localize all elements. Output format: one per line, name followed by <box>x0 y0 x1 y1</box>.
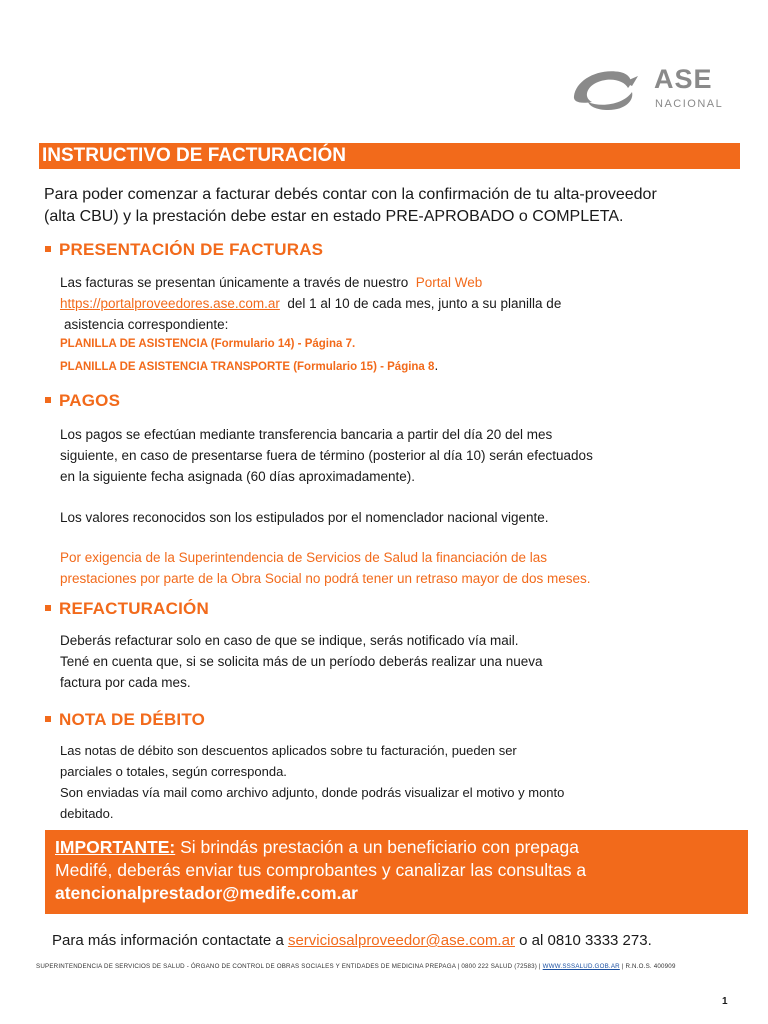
logo-brand: ASE <box>654 64 713 94</box>
section-heading-presentacion <box>45 240 323 260</box>
footer-text: SUPERINTENDENCIA DE SERVICIOS DE SALUD - ÓRGANO DE CONTROL DE OBRAS SOCIALES Y ENTIDADES DE MEDICINA PREPAGA | 0800 222 SALUD (72583) | <box>36 963 543 970</box>
section-heading-label: REFACTURACIÓN <box>59 599 209 618</box>
nota-debito-line: Son enviadas vía mail como archivo adjunto, donde podrás visualizar el motivo y monto <box>60 785 565 800</box>
presentacion-text: del 1 al 10 de cada mes, junto a su planilla de <box>287 296 562 311</box>
bullet-icon <box>45 397 51 403</box>
pagos-notice-line: Por exigencia de la Superintendencia de Servicios de Salud la financiación de las <box>60 550 548 565</box>
document-title: INSTRUCTIVO DE FACTURACIÓN <box>39 143 740 169</box>
logo-subtitle: NACIONAL <box>655 98 724 110</box>
planilla-15-line <box>60 355 720 378</box>
important-label: IMPORTANTE: <box>55 837 176 857</box>
important-box <box>45 830 748 914</box>
ase-swirl-icon <box>568 62 648 116</box>
portal-url-link[interactable]: https://portalproveedores.ase.com.ar <box>60 296 280 311</box>
nota-debito-line: debitado. <box>60 806 114 821</box>
nota-debito-line: Las notas de débito son descuentos aplicados sobre tu facturación, pueden ser <box>60 743 517 758</box>
planilla-15: PLANILLA DE ASISTENCIA TRANSPORTE (Formulario 15) - Página 8 <box>60 361 435 373</box>
contact-prefix: Para más información contactate a <box>52 932 288 949</box>
footer-sssalud-link[interactable]: WWW.SSSALUD.GOB.AR <box>542 963 620 970</box>
section-heading-refacturacion <box>45 599 209 619</box>
refacturacion-line: factura por cada mes. <box>60 675 191 690</box>
pagos-line: Los valores reconocidos son los estipulados por el nomenclador nacional vigente. <box>60 510 549 525</box>
important-text: Si brindás prestación a un beneficiario con prepaga <box>175 837 579 857</box>
bullet-icon <box>45 605 51 611</box>
section-heading-pagos <box>45 391 120 411</box>
presentacion-line <box>60 272 720 293</box>
important-line: Medifé, deberás enviar tus comprobantes y canalizar las consultas a <box>55 860 587 880</box>
ase-logo <box>568 62 728 116</box>
pagos-line: Los pagos se efectúan mediante transferencia bancaria a partir del día 20 del mes <box>60 427 553 442</box>
important-email-link[interactable]: atencionalprestador@medife.com.ar <box>55 883 358 903</box>
section-heading-label: NOTA DE DÉBITO <box>59 710 206 729</box>
section-heading-label: PRESENTACIÓN DE FACTURAS <box>59 240 324 259</box>
pagos-notice-line: prestaciones por parte de la Obra Social no podrá tener un retraso mayor de dos meses. <box>60 571 591 586</box>
footer-tail: | R.N.O.S. 400909 <box>619 963 676 970</box>
contact-suffix: o al 0810 3333 273. <box>514 932 652 949</box>
contact-email-link[interactable]: serviciosalproveedor@ase.com.ar <box>287 932 515 949</box>
important-line <box>55 836 738 859</box>
contact-line <box>52 932 652 949</box>
refacturacion-line: Tené en cuenta que, si se solicita más de un período deberás realizar una nueva <box>60 654 543 669</box>
presentacion-line: asistencia correspondiente: <box>64 317 229 332</box>
pagos-line: en la siguiente fecha asignada (60 días aproximadamente). <box>60 469 415 484</box>
refacturacion-line: Deberás refacturar solo en caso de que se indique, serás notificado vía mail. <box>60 633 519 648</box>
bullet-icon <box>45 246 51 252</box>
intro-line: (alta CBU) y la prestación debe estar en estado PRE-APROBADO o COMPLETA. <box>44 208 624 225</box>
planilla-15-end: . <box>434 358 439 373</box>
nota-debito-line: parciales o totales, según corresponda. <box>60 764 287 779</box>
page-number: 1 <box>722 996 728 1007</box>
planilla-14: PLANILLA DE ASISTENCIA (Formulario 14) - Página 7. <box>60 338 356 350</box>
intro-line: Para poder comenzar a facturar debés contar con la confirmación de tu alta-proveedor <box>44 186 657 203</box>
intro-paragraph <box>44 184 754 228</box>
section-heading-nota-debito <box>45 710 205 730</box>
section-heading-label: PAGOS <box>59 391 121 410</box>
presentacion-line <box>60 293 720 314</box>
portal-web-link[interactable]: Portal Web <box>415 275 483 290</box>
presentacion-text: Las facturas se presentan únicamente a través de nuestro <box>60 275 409 290</box>
pagos-line: siguiente, en caso de presentarse fuera de término (posterior al día 10) serán efectuados <box>60 448 593 463</box>
bullet-icon <box>45 716 51 722</box>
footer <box>36 963 736 970</box>
